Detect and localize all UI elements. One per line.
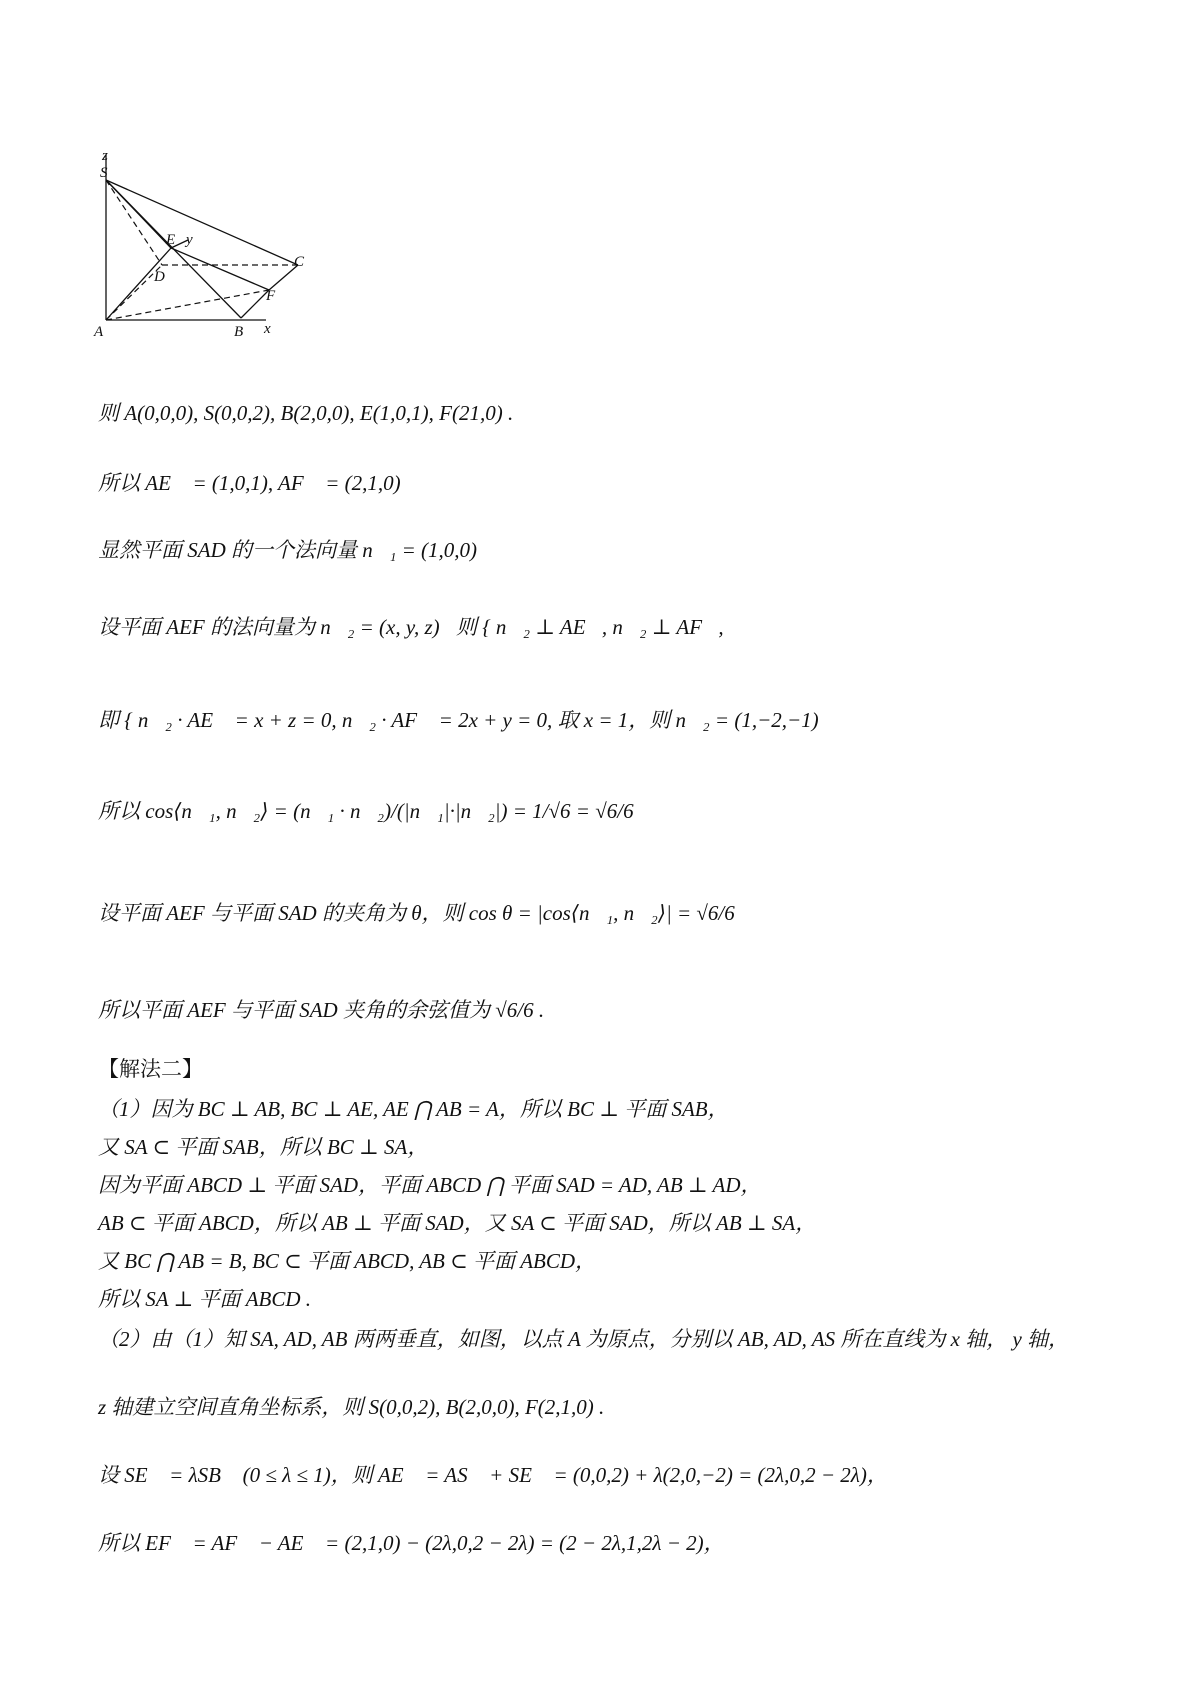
proof-line-2: 又 SA ⊂ 平面 SAB，所以 BC ⊥ SA， xyxy=(98,1135,429,1159)
coords-line: 则 A(0,0,0), S(0,0,2), B(2,0,0), E(1,0,1), F(21,0) . xyxy=(98,401,514,425)
edge-EF xyxy=(171,248,269,290)
part2-line-1: （2）由（1）知 SA, AD, AB 两两垂直，如图，以点 A 为原点，分别以 AB, AD, AS 所在直线为 x 轴， y 轴， xyxy=(98,1327,1070,1351)
proof-line-6: 所以 SA ⊥ 平面 ABCD . xyxy=(98,1287,312,1311)
proof-line-5: 又 BC ⋂ AB = B, BC ⊂ 平面 ABCD, AB ⊂ 平面 ABCD， xyxy=(98,1249,597,1273)
label-C: C xyxy=(294,254,305,270)
proof-line-3: 因为平面 ABCD ⊥ 平面 SAD，平面 ABCD ⋂ 平面 SAD = AD, AB ⊥ AD， xyxy=(98,1173,762,1197)
label-y: y xyxy=(186,232,193,248)
normal-aef-system-line: 即 { n⃗₂ · AE⃗ = x + z = 0, n⃗₂ · AF⃗ = 2x + y = 0, 取 x = 1，则 n⃗₂ = (1,−2,−1)， xyxy=(98,708,836,732)
method-two-heading: 【解法二】 xyxy=(98,1057,203,1081)
part2-line-2: z 轴建立空间直角坐标系，则 S(0,0,2), B(2,0,0), F(2,1,0) . xyxy=(98,1395,605,1419)
vectors-ae-af-line: 所以 AE⃗ = (1,0,1), AF⃗ = (2,1,0)， xyxy=(98,471,417,495)
edge-AF xyxy=(106,290,269,320)
conclusion-cos-line: 所以平面 AEF 与平面 SAD 夹角的余弦值为 √6/6 . xyxy=(98,998,545,1022)
cos-normals-line: 所以 cos⟨n⃗₁, n⃗₂⟩ = (n⃗₁ · n⃗₂)/(|n⃗₁|·|n⃗₂|) = 1/√6 = √6/6， xyxy=(98,799,650,823)
part2-line-3: 设 SE⃗ = λSB⃗ (0 ≤ λ ≤ 1)，则 AE⃗ = AS⃗ + SE⃗ = (0,0,2) + λ(2,0,−2) = (2λ,0,2 − 2λ)， xyxy=(98,1463,888,1487)
proof-line-4: AB ⊂ 平面 ABCD，所以 AB ⊥ 平面 SAD，又 SA ⊂ 平面 SAD，所以 AB ⊥ SA， xyxy=(98,1211,817,1235)
geometry-figure xyxy=(94,148,346,365)
label-x: x xyxy=(264,321,271,337)
angle-theta-line: 设平面 AEF 与平面 SAD 的夹角为 θ，则 cos θ = |cos⟨n⃗₁, n⃗₂⟩| = √6/6， xyxy=(98,901,752,925)
label-B: B xyxy=(234,324,244,340)
label-F: F xyxy=(266,288,276,304)
label-A: A xyxy=(94,324,104,340)
normal-sad-line: 显然平面 SAD 的一个法向量 n⃗₁ = (1,0,0)， xyxy=(98,538,494,562)
label-S: S xyxy=(100,165,108,181)
label-E: E xyxy=(166,232,176,248)
edge-SC xyxy=(106,180,298,265)
part2-line-4: 所以 EF⃗ = AF⃗ − AE⃗ = (2,1,0) − (2λ,0,2 − 2λ) = (2 − 2λ,1,2λ − 2)， xyxy=(98,1531,725,1555)
normal-aef-setup-line: 设平面 AEF 的法向量为 n⃗₂ = (x, y, z)，则 { n⃗₂ ⊥ AE⃗, n⃗₂ ⊥ AF⃗, xyxy=(98,615,724,639)
label-z: z xyxy=(102,148,108,164)
proof-line-1: （1）因为 BC ⊥ AB, BC ⊥ AE, AE ⋂ AB = A，所以 BC ⊥ 平面 SAB， xyxy=(98,1097,729,1121)
label-D: D xyxy=(154,269,165,285)
